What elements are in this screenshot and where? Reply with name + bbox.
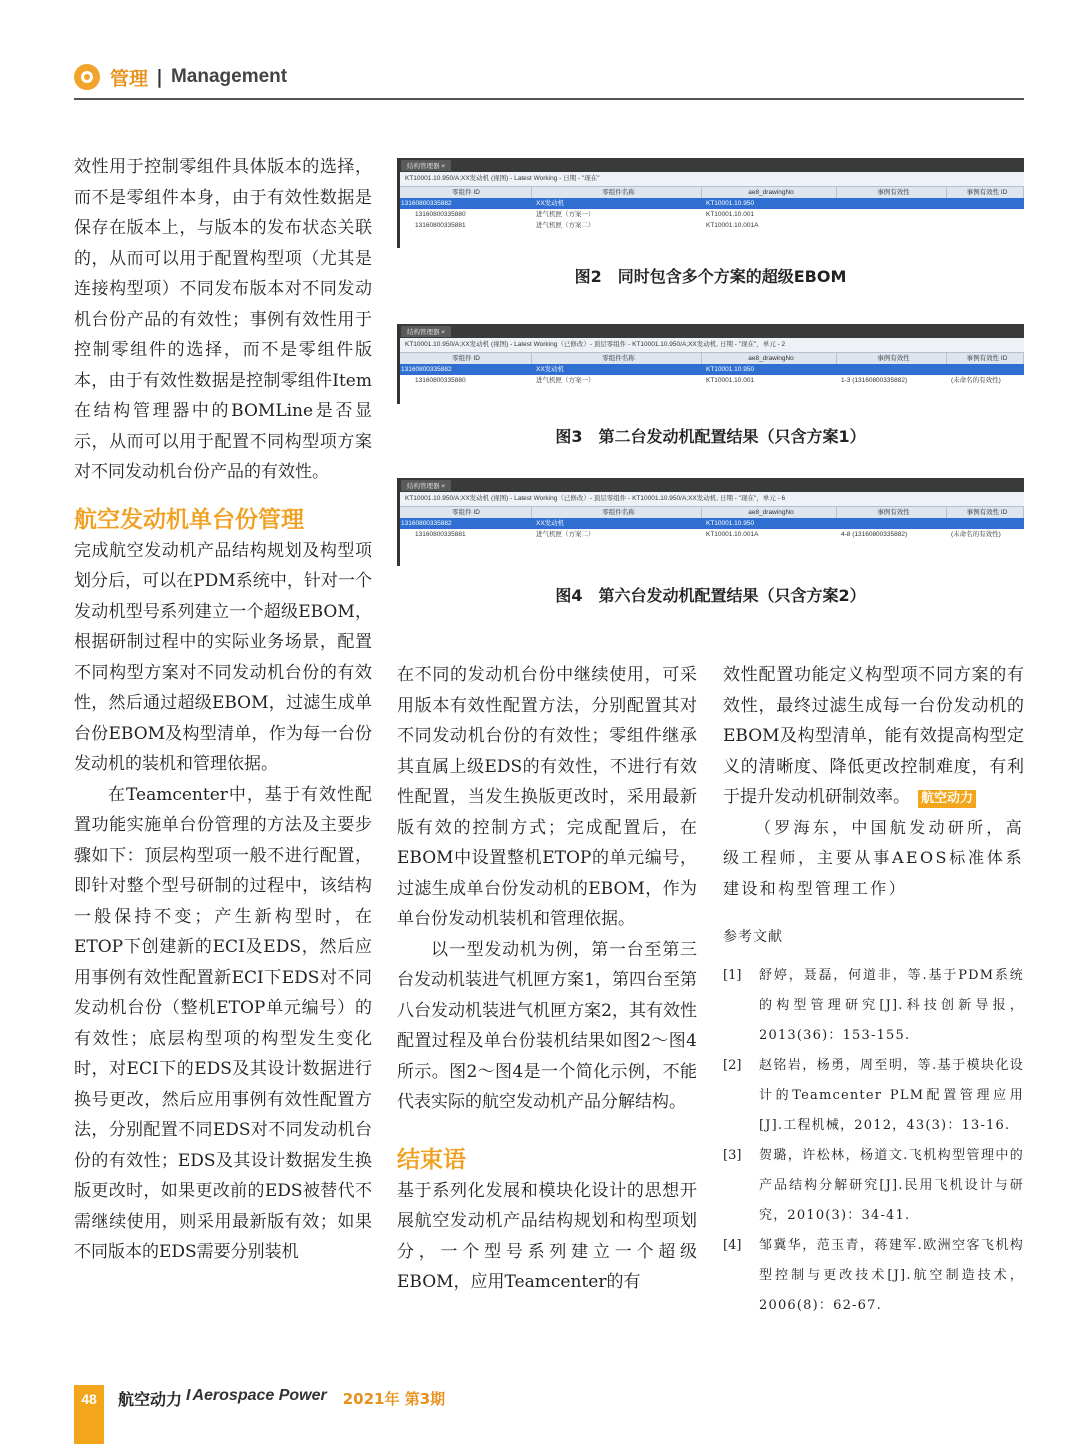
col3-paragraph-1	[723, 660, 1024, 813]
col-header: 事例有效性 ID	[947, 507, 1024, 518]
cell: KT10001.10.001A	[706, 531, 759, 538]
cell: (未命名的有效性)	[951, 377, 1001, 384]
cell: KT10001.10.950	[702, 364, 837, 375]
col-header: 零组件 ID	[397, 353, 532, 364]
reference-text: 邹冀华，范玉青，蒋建军.欧洲空客飞机构型控制与更改技术[J].航空制造技术，2006(8)：62-67.	[759, 1237, 1024, 1313]
table-row	[397, 364, 1024, 375]
reference-number: [2]	[723, 1057, 742, 1073]
cell: 13160800335880	[415, 377, 466, 384]
cell	[837, 198, 947, 209]
reference-item	[723, 1051, 1024, 1141]
reference-text: 赵铭岩，杨勇，周至明，等.基于模块化设计的Teamcenter PLM配置管理应用[J].工程机械，2012，43(3)：13-16.	[759, 1057, 1024, 1133]
cell	[837, 518, 947, 529]
cell: XX发动机	[532, 198, 702, 209]
section-logo-icon	[74, 64, 100, 90]
page-number: 48	[74, 1385, 104, 1444]
issue-label: 2021年 第3期	[342, 1390, 446, 1408]
col-header: 事例有效性	[837, 353, 947, 364]
cell: 13160800335881	[415, 531, 466, 538]
figure-3-caption: 图3 第二台发动机配置结果（只含方案1）	[555, 427, 866, 446]
figure-3-screenshot	[397, 324, 1024, 404]
cell	[947, 198, 1024, 209]
table-row	[397, 198, 1024, 209]
table-row	[397, 529, 1024, 540]
cell: KT10001.10.001	[706, 211, 755, 218]
section-heading-single-unit: 航空发动机单台份管理	[74, 506, 304, 533]
cell: 1-3 (13160800335882)	[841, 377, 908, 384]
section-title-cn: 管理	[110, 67, 149, 90]
figure-4-caption: 图4 第六台发动机配置结果（只含方案2）	[555, 586, 866, 605]
column-2	[397, 660, 697, 1298]
cell: KT10001.10.950	[702, 518, 837, 529]
table-row	[397, 518, 1024, 529]
figure-4-screenshot	[397, 478, 1024, 566]
cell: XX发动机	[532, 364, 702, 375]
cell	[837, 220, 947, 231]
cell: KT10001.10.001A	[706, 222, 759, 229]
col-header: 事例有效性 ID	[947, 353, 1024, 364]
author-note: （罗海东，中国航发动研所，高级工程师，主要从事AEOS标准体系建设和构型管理工作）	[723, 817, 1024, 898]
cell: 13160800335881	[415, 222, 466, 229]
col3-text: 效性配置功能定义构型项不同方案的有效性，最终过滤生成每一台份发动机的EBOM及构型清单，能有效提高构型定义的清晰度、降低更改控制难度，有利于提升发动机研制效率。	[723, 665, 1024, 807]
reference-number: [4]	[723, 1237, 742, 1253]
reference-number: [1]	[723, 967, 742, 983]
col-header: ae8_drawingNo	[702, 507, 837, 518]
cell: 进气机匣（方案二）	[536, 531, 595, 538]
end-mark-tag: 航空动力	[918, 790, 976, 808]
header-rule	[74, 98, 1024, 100]
cell: 进气机匣（方案一）	[536, 211, 595, 218]
column-1	[74, 152, 372, 1268]
col-header: 零组件 ID	[397, 507, 532, 518]
col1-paragraph-3: 在Teamcenter中，基于有效性配置功能实施单台份管理的方法及主要步骤如下：顶层构型项一般不进行配置，即针对整个型号研制的过程中，该结构一般保持不变；产生新构型时，在ETOP下创建新的ECI及EDS，然后应用事例有效性配置新ECI下EDS对不同发动机台份（整机ETOP单元编号）的有效性；底层构型项的构型发生变化时，对ECI下的EDS及其设计数据进行换号更改，然后应用事例有效性配置方法，分别配置不同EDS对不同发动机台份的有效性；EDS及其设计数据发生换版更改时，如果更改前的EDS被替代不需继续使用，则采用最新版有效；如果不同版本的EDS需要分别装机	[74, 784, 372, 1262]
cell	[947, 209, 1024, 220]
references-list	[723, 961, 1024, 1321]
reference-item	[723, 1231, 1024, 1321]
bom-path: KT10001.10.950/A;XX发动机 (视图) - Latest Working（已修改）- 顶层零组件 - KT10001.10.950/A;XX发动机, 日期 - "现在"，单元 - 6	[397, 492, 1024, 507]
cell	[947, 364, 1024, 375]
bom-path: KT10001.10.950/A;XX发动机 (视图) - Latest Working - 日期 - "现在"	[397, 172, 1024, 187]
structure-manager-tab: 结构管理器 ×	[401, 326, 451, 337]
cell: 13160800335882	[397, 364, 532, 375]
col-header: ae8_drawingNo	[702, 187, 837, 198]
structure-manager-tab: 结构管理器 ×	[401, 160, 451, 171]
col2-paragraph-2: 以一型发动机为例，第一台至第三台发动机装进气机匣方案1，第四台至第八台发动机装进气机匣方案2，其有效性配置过程及单台份装机结果如图2～图4所示。图2～图4是一个简化示例，不能代表实际的航空发动机产品分解结构。	[397, 939, 697, 1112]
col-header: 零组件名称	[532, 187, 702, 198]
col1-paragraph-1: 效性用于控制零组件具体版本的选择，而不是零组件本身，由于有效性数据是保存在版本上，与版本的发布状态关联的，从而可以用于配置构型项（尤其是连接构型项）不同发布版本对不同发动机台份产品的有效性；事例有效性用于控制零组件的选择，而不是零组件版本，由于有效性数据是控制零组件Item在结构管理器中的BOMLine是否显示，从而可以用于配置不同构型项方案对不同发动机台份产品的有效性。	[74, 157, 372, 482]
magazine-separator: I	[186, 1387, 191, 1404]
col-header: 事例有效性 ID	[947, 187, 1024, 198]
magazine-name-cn: 航空动力	[118, 1390, 183, 1409]
reference-text: 贺璐，许松林，杨道文.飞机构型管理中的产品结构分解研究[J].民用飞机设计与研究，2010(3)：34-41.	[759, 1147, 1024, 1223]
cell: XX发动机	[532, 518, 702, 529]
cell: 进气机匣（方案二）	[536, 222, 595, 229]
cell: 4-8 (13160800335882)	[841, 531, 908, 538]
page-header	[74, 62, 287, 92]
cell	[837, 209, 947, 220]
cell: 13160800335880	[415, 211, 466, 218]
section-title-en: Management	[170, 66, 288, 87]
table-row	[397, 209, 1024, 220]
cell: 13160800335882	[397, 518, 532, 529]
cell: 进气机匣（方案一）	[536, 377, 595, 384]
references-title: 参考文献	[723, 929, 783, 945]
col-header: 零组件名称	[532, 507, 702, 518]
bom-path: KT10001.10.950/A;XX发动机 (视图) - Latest Working（已修改）- 顶层零组件 - KT10001.10.950/A;XX发动机, 日期 - "现在"，单元 - 2	[397, 338, 1024, 353]
table-row	[397, 220, 1024, 231]
col2-paragraph-3: 基于系列化发展和模块化设计的思想开展航空发动机产品结构规划和构型项划分，一个型号系列建立一个超级EBOM，应用Teamcenter的有	[397, 1180, 697, 1292]
col-header: 零组件名称	[532, 353, 702, 364]
magazine-name-en: Aerospace Power	[192, 1387, 327, 1404]
reference-number: [3]	[723, 1147, 742, 1163]
col1-paragraph-2: 完成航空发动机产品结构规划及构型项划分后，可以在PDM系统中，针对一个发动机型号系列建立一个超级EBOM，根据研制过程中的实际业务场景，配置不同构型方案对不同发动机台份的有效性，然后通过超级EBOM，过滤生成单台份EBOM及构型清单，作为每一台份发动机的装机和管理依据。	[74, 540, 372, 774]
cell: KT10001.10.950	[702, 198, 837, 209]
cell	[947, 518, 1024, 529]
section-heading-conclusion: 结束语	[397, 1146, 466, 1173]
cell: (未命名的有效性)	[951, 531, 1001, 538]
col2-paragraph-1: 在不同的发动机台份中继续使用，可采用版本有效性配置方法，分别配置其对不同发动机台份的有效性；零组件继承其直属上级EDS的有效性，不进行有效性配置，当发生换版更改时，采用最新版有效的控制方式；完成配置后，在EBOM中设置整机ETOP的单元编号，过滤生成单台份发动机的EBOM，作为单台份发动机装机和管理依据。	[397, 665, 697, 929]
reference-item	[723, 1141, 1024, 1231]
figure-2-caption: 图2 同时包含多个方案的超级EBOM	[574, 267, 847, 286]
figure-2-screenshot	[397, 158, 1024, 248]
cell	[947, 220, 1024, 231]
col-header: ae8_drawingNo	[702, 353, 837, 364]
reference-text: 舒婷，聂磊，何道非，等.基于PDM系统的构型管理研究[J].科技创新导报，2013(36)：153-155.	[759, 967, 1024, 1043]
col-header: 事例有效性	[837, 507, 947, 518]
col-header: 事例有效性	[837, 187, 947, 198]
table-row	[397, 375, 1024, 386]
structure-manager-tab: 结构管理器 ×	[401, 480, 451, 491]
reference-item	[723, 961, 1024, 1051]
cell	[837, 364, 947, 375]
header-separator: |	[156, 66, 163, 88]
cell: KT10001.10.001	[706, 377, 755, 384]
col-header: 零组件 ID	[397, 187, 532, 198]
cell: 13160800335882	[397, 198, 532, 209]
page-footer	[74, 1385, 445, 1444]
column-3	[723, 660, 1024, 1321]
